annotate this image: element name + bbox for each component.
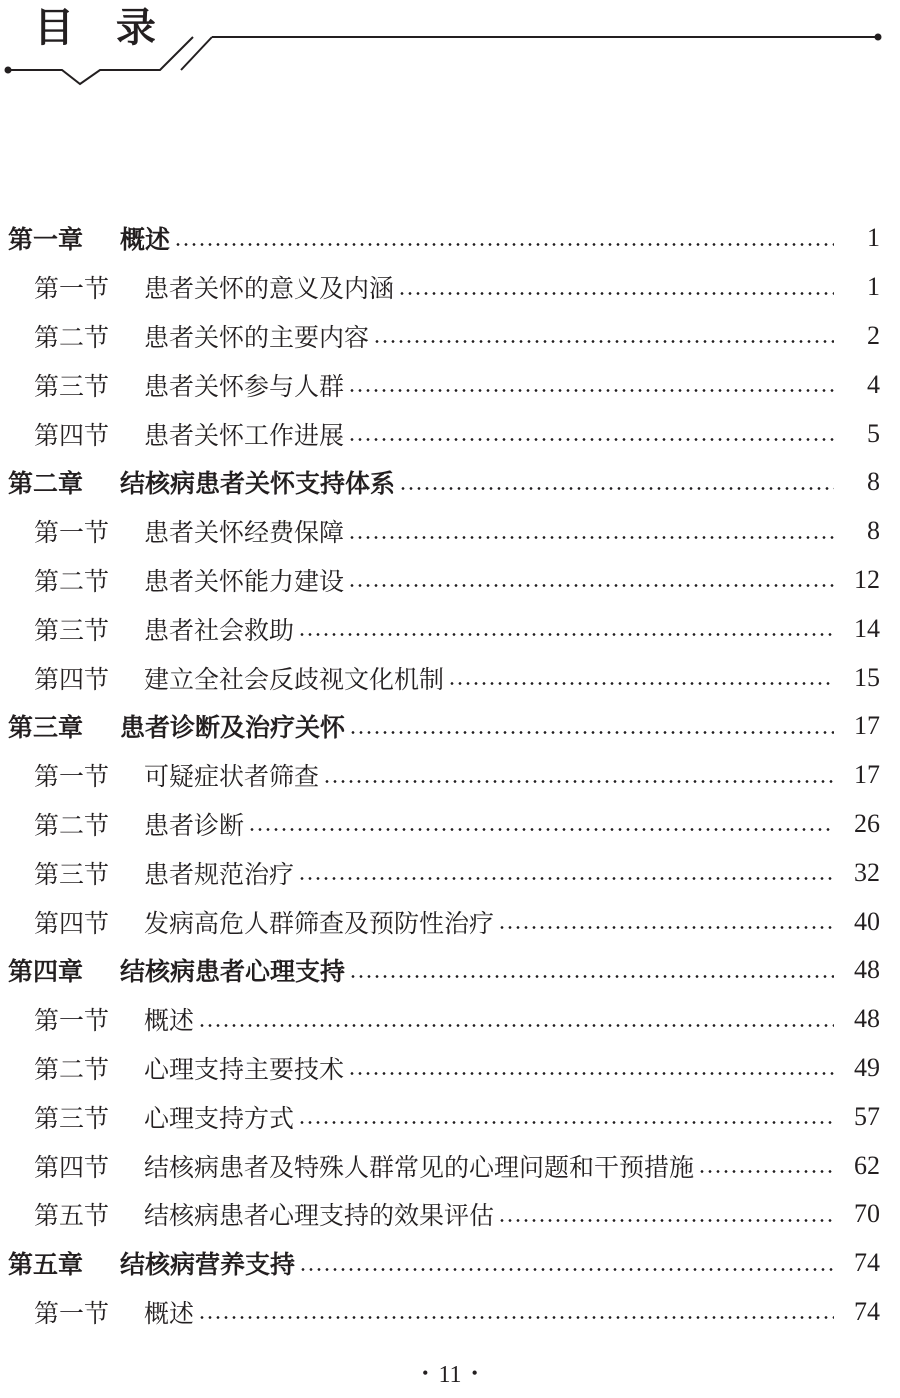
toc-section-row[interactable] [0,1092,900,1141]
toc-page-number: 32 [854,857,880,887]
toc-entry-title: 患者规范治疗 [144,859,295,889]
toc-dot-leader [299,1268,834,1271]
toc-entry-title: 结核病营养支持 [120,1250,296,1280]
footer-dot-right: • [471,1363,478,1383]
toc-dot-leader [198,1024,834,1027]
toc-page-number: 48 [854,1004,880,1034]
toc-entry-title: 患者关怀能力建设 [144,566,345,596]
toc-entry-label: 第一节 [34,762,110,792]
toc-entry-title: 患者关怀参与人群 [144,371,345,401]
toc-page-number: 2 [867,320,880,350]
toc-page-number: 17 [854,760,880,790]
toc-entry-label: 第四节 [34,1152,110,1182]
toc-entry-title: 患者诊断及治疗关怀 [120,713,346,743]
toc-section-row[interactable] [0,1288,900,1337]
toc-dot-leader [198,1316,834,1319]
decoration-slash [181,37,212,70]
toc-entry-title: 心理支持主要技术 [144,1054,345,1084]
toc-entry-label: 第二节 [34,1054,110,1084]
toc-dot-leader [348,389,834,392]
toc-entry-title: 发病高危人群筛查及预防性治疗 [144,908,495,938]
toc-entry-title: 结核病患者心理支持 [120,957,346,987]
toc-page-number: 15 [854,662,880,692]
toc-page-number: 40 [854,906,880,936]
toc-chapter-row[interactable] [0,702,900,751]
toc-entry-label: 第三章 [8,713,84,743]
toc-entry-label: 第三节 [34,371,110,401]
toc-entry-title: 患者诊断 [144,810,245,840]
toc-entry-label: 第二章 [8,469,84,499]
toc-entry-label: 第二节 [34,566,110,596]
toc-page-number: 26 [854,808,880,838]
toc-entry-label: 第五章 [8,1250,84,1280]
toc-entry-label: 第一节 [34,274,110,304]
toc-page-number: 48 [854,955,880,985]
toc-entry-title: 建立全社会反歧视文化机制 [144,664,445,694]
toc-entry-title: 患者关怀的主要内容 [144,322,370,352]
toc-entry-title: 概述 [144,1298,195,1328]
toc-entry-title: 患者社会救助 [144,615,295,645]
page-number: 11 [438,1362,462,1388]
toc-dot-leader [298,633,834,636]
toc-entry-label: 第四节 [34,420,110,450]
toc-dot-leader [349,975,834,978]
toc-chapter-row[interactable] [0,458,900,507]
toc-entry-title: 患者关怀工作进展 [144,420,345,450]
toc-page-number: 5 [867,418,880,448]
toc-entry-title: 患者关怀经费保障 [144,518,345,548]
toc-dot-leader [174,243,834,246]
toc-dot-leader [348,584,834,587]
toc-dot-leader [448,682,834,685]
toc-section-row[interactable] [0,1141,900,1190]
table-of-contents [0,214,900,1336]
toc-dot-leader [298,1121,834,1124]
toc-page-number: 8 [867,467,880,497]
toc-page-number: 49 [854,1052,880,1082]
toc-section-row[interactable] [0,556,900,605]
toc-page-number: 62 [854,1150,880,1180]
toc-entry-label: 第四节 [34,664,110,694]
toc-section-row[interactable] [0,995,900,1044]
toc-page-number: 8 [867,516,880,546]
page-footer [0,1362,900,1389]
toc-section-row[interactable] [0,507,900,556]
toc-page-number: 70 [854,1199,880,1229]
toc-entry-label: 第三节 [34,859,110,889]
toc-section-row[interactable] [0,897,900,946]
toc-page-number: 14 [854,613,880,643]
toc-dot-leader [323,780,834,783]
toc-entry-title: 结核病患者心理支持的效果评估 [144,1201,495,1231]
toc-page-number: 57 [854,1101,880,1131]
toc-page-number: 17 [854,711,880,741]
toc-page-number: 74 [854,1296,880,1326]
toc-dot-leader [373,340,834,343]
toc-dot-leader [349,731,834,734]
toc-entry-label: 第五节 [34,1201,110,1231]
toc-section-row[interactable] [0,1190,900,1239]
toc-dot-leader [248,828,834,831]
header [0,0,900,110]
toc-dot-leader [498,1219,834,1222]
page-title: 目 录 [34,5,170,51]
toc-entry-title: 概述 [144,1006,195,1036]
decoration-dot-right [875,34,882,41]
toc-page-number: 74 [854,1248,880,1278]
toc-entry-label: 第三节 [34,1103,110,1133]
toc-entry-title: 结核病患者关怀支持体系 [120,469,396,499]
decoration-line-left [10,37,193,84]
toc-page-number: 1 [867,223,880,253]
toc-entry-title: 可疑症状者筛查 [144,762,320,792]
toc-dot-leader [348,438,834,441]
toc-entry-title: 患者关怀的意义及内涵 [144,274,395,304]
toc-entry-label: 第一节 [34,1006,110,1036]
toc-section-row[interactable] [0,360,900,409]
toc-page-number: 1 [867,272,880,302]
toc-entry-label: 第一章 [8,225,84,255]
toc-page-number: 12 [854,564,880,594]
footer-dot-left: • [422,1363,429,1383]
toc-entry-label: 第二节 [34,810,110,840]
toc-dot-leader [498,926,834,929]
toc-entry-label: 第一节 [34,518,110,548]
toc-section-row[interactable] [0,800,900,849]
toc-dot-leader [698,1170,834,1173]
toc-section-row[interactable] [0,409,900,458]
toc-dot-leader [348,536,834,539]
toc-dot-leader [398,292,834,295]
toc-section-row[interactable] [0,848,900,897]
toc-chapter-row[interactable] [0,214,900,263]
toc-section-row[interactable] [0,312,900,361]
toc-entry-label: 第三节 [34,615,110,645]
toc-dot-leader [348,1072,834,1075]
toc-entry-label: 第四节 [34,908,110,938]
toc-section-row[interactable] [0,604,900,653]
toc-entry-label: 第二节 [34,322,110,352]
toc-dot-leader [399,487,834,490]
toc-entry-label: 第一节 [34,1298,110,1328]
toc-section-row[interactable] [0,653,900,702]
toc-entry-label: 第四章 [8,957,84,987]
toc-entry-title: 概述 [120,225,171,255]
toc-section-row[interactable] [0,263,900,312]
toc-dot-leader [298,877,834,880]
toc-chapter-row[interactable] [0,946,900,995]
toc-section-row[interactable] [0,751,900,800]
toc-chapter-row[interactable] [0,1239,900,1288]
toc-section-row[interactable] [0,1044,900,1093]
toc-entry-title: 心理支持方式 [144,1103,295,1133]
toc-entry-title: 结核病患者及特殊人群常见的心理问题和干预措施 [144,1152,695,1182]
toc-page-number: 4 [867,369,880,399]
title-decoration [0,0,900,110]
